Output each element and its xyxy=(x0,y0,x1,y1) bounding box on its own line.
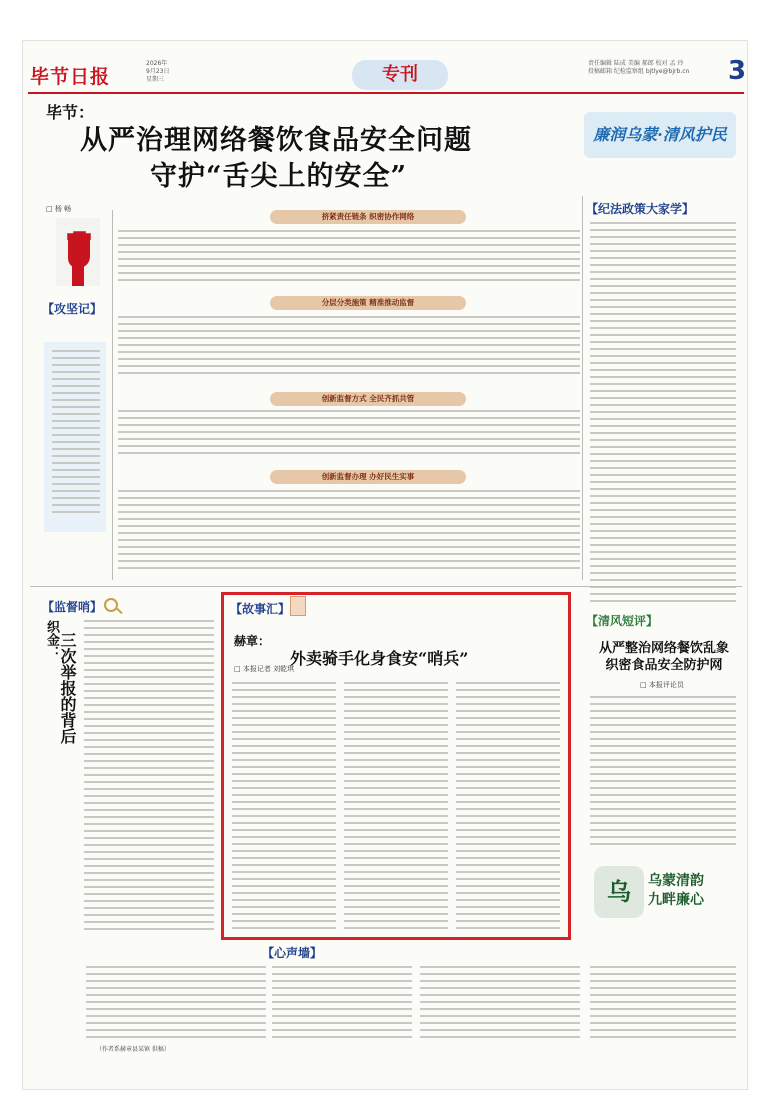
editor-credits: 责任编辑 陆成 美编 郝郎 校对 孟 玲 投稿邮箱 纪检监察组 bjtlye@bjrb.cn xyxy=(588,60,690,75)
commentary-text xyxy=(590,696,736,850)
page-number: 3 xyxy=(728,56,747,86)
lead-headline: 从严治理网络餐饮食品安全问题 xyxy=(80,125,472,156)
commentary-title: 从严整治网络餐饮乱象 织密食品安全防护网 xyxy=(598,641,729,673)
voice-text-col1 xyxy=(86,966,266,1043)
promo-text: 乌蒙清韵 九畔廉心 xyxy=(648,873,704,908)
sidebar-head-gongjianji: 【攻坚记】 xyxy=(42,302,103,316)
horizontal-divider xyxy=(30,586,742,587)
story-title: 外卖骑手化身食安“哨兵” xyxy=(290,649,469,668)
story-text-col1 xyxy=(232,682,336,934)
raised-fist-icon xyxy=(50,218,106,286)
story-byline: □ 本报记者 刘乾琪 xyxy=(234,665,295,673)
supervision-text xyxy=(84,620,214,935)
body-text-1 xyxy=(118,230,580,286)
body-text-4 xyxy=(118,490,580,574)
newspaper-logo: 毕节日报 xyxy=(30,66,111,88)
section-label: 专刊 xyxy=(352,60,448,90)
sidebar-head-xinshengqiang: 【心声墙】 xyxy=(262,946,323,960)
section-bar-1: 挤紧责任链条 织密协作网络 xyxy=(270,210,466,224)
lead-subheadline: 守护“舌尖上的安全” xyxy=(150,161,408,192)
section-bar-4: 创新监督办理 办好民生实事 xyxy=(270,470,466,484)
voice-text-col2 xyxy=(272,966,412,1043)
section-bar-3: 创新监督方式 全民齐抓共管 xyxy=(270,392,466,406)
lead-kicker: 毕节： xyxy=(46,103,95,122)
body-text-2 xyxy=(118,316,580,379)
story-kicker: 赫章： xyxy=(234,634,271,648)
sidebar-head-jifa: 【纪法政策大家学】 xyxy=(586,202,695,216)
jifa-text xyxy=(590,222,736,607)
sidebar-head-qingfeng: 【清风短评】 xyxy=(586,614,659,628)
story-text-col2 xyxy=(344,682,448,934)
sidebar-head-gushihui: 【故事汇】 xyxy=(230,602,291,616)
issue-date: 2026年 9月23日 星期三 xyxy=(146,60,170,83)
scroll-icon xyxy=(290,596,306,616)
sidebar-head-jianduzhao: 【监督哨】 xyxy=(42,600,103,614)
column-brush-title: 廉润乌蒙·清风护民 xyxy=(584,112,736,158)
section-bar-2: 分层分类施策 精准推动监督 xyxy=(270,296,466,310)
voice-text-col4 xyxy=(590,966,736,1043)
promo-banner xyxy=(584,858,742,924)
column-divider-right xyxy=(582,196,583,580)
voice-text-col3 xyxy=(420,966,580,1043)
commentary-byline: □ 本报评论员 xyxy=(640,681,684,689)
column-divider-left xyxy=(112,210,113,580)
sidebar-text xyxy=(52,350,100,518)
body-text-3 xyxy=(118,410,580,459)
lead-byline: □ 杨 畅 xyxy=(46,205,72,213)
story-text-col3 xyxy=(456,682,560,934)
voice-footer: （作者系赫章县某镇 供稿） xyxy=(96,1046,170,1053)
masthead xyxy=(28,54,747,94)
promo-seal: 乌 xyxy=(594,866,644,918)
supervision-title: 三次举报的背后 xyxy=(58,632,77,744)
magnifier-icon xyxy=(104,598,118,612)
supervision-kicker: 织金： xyxy=(44,620,59,659)
